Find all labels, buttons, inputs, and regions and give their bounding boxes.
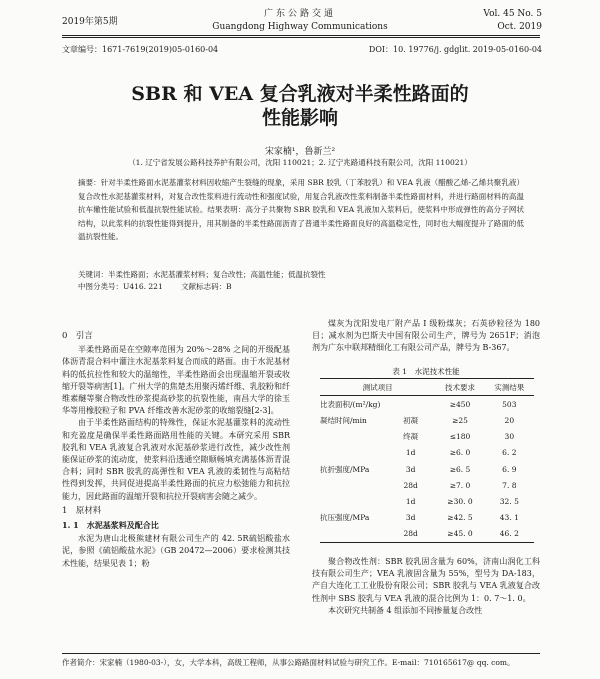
keywords: 关键词：半柔性路面；水泥基灌浆材料；复合改性；高温性能；低温抗裂性 bbox=[78, 270, 326, 279]
table-header-cell: 测试项目 bbox=[362, 382, 393, 392]
row-result-cell: 6. 9 bbox=[502, 464, 517, 474]
row-result-cell: 6. 2 bbox=[502, 448, 517, 458]
modifier-paragraph: 聚合物改性剂：SBR 胶乳固含量为 60%，济南山润化工科技有限公司生产；VEA 乳液固含量为 55%，型号为 DA-183，产自大连化工工业股份有限公司；SBR 胶乳与 VEA 乳液复合改性剂中 SBS 胶乳与 VEA 乳液的混合比例为 1：0. 7～1. 0。 bbox=[312, 557, 540, 603]
table-row bbox=[320, 477, 534, 493]
row-sub-cell: 28d bbox=[403, 480, 418, 490]
cement-properties-table bbox=[320, 378, 534, 543]
table-header-cell: 实测结果 bbox=[494, 382, 525, 392]
row-sub-cell: 初凝 bbox=[403, 415, 419, 425]
row-item-cell bbox=[320, 429, 386, 445]
table-row bbox=[320, 429, 534, 445]
table-header-cell: 技术要求 bbox=[444, 382, 475, 392]
journal-name-en: Guangdong Highway Communications bbox=[212, 22, 388, 32]
intro-paragraph-2: 由于半柔性路面结构的特殊性，保证水泥基灌浆料的流动性和充盈度是确保半柔性路面路用性能的关键。本研究采用 SBR 胶乳和 VEA 乳液复合乳液对水泥基砂浆进行改性，减少改性剂能保证砂浆的流动度，使浆料沿透通空隙顺畅填充满基体沥青混合料；同时 SBR 胶乳的高弹性和 VEA 乳液的柔韧性与高粘结性得到发挥，共同促进提高半柔性路面的抗应力松弛能力和抗拉能力，因此路面的温缩开裂和抗拉开裂病害会随之减少。 bbox=[62, 418, 290, 501]
row-item-cell bbox=[320, 477, 386, 493]
issue-label: 2019年第5期 bbox=[62, 17, 118, 27]
table-row bbox=[320, 510, 534, 526]
left-column bbox=[62, 328, 290, 570]
right-column-top bbox=[312, 318, 540, 355]
row-result-cell: 20 bbox=[504, 415, 515, 425]
issue-date: Oct. 2019 bbox=[497, 22, 542, 32]
row-result-cell: 30 bbox=[504, 432, 515, 442]
row-result-cell: 7. 8 bbox=[502, 480, 517, 490]
row-result-cell: 43. 1 bbox=[499, 513, 519, 523]
section-introduction: 0 引言 bbox=[62, 331, 93, 341]
paper-title bbox=[0, 82, 600, 130]
row-sub-cell: 终凝 bbox=[403, 432, 419, 442]
table-row bbox=[320, 445, 534, 461]
row-requirement-cell: ≥25 bbox=[452, 415, 468, 425]
intro-paragraph-1: 半柔性路面是在空隙率范围为 20%～28% 之间的开级配基体沥青混合料中灌注水泥基浆料复合而成的路面。由于水泥基材料的低抗拉性和较大的温缩性，半柔性路面会出现温缩开裂或收缩开裂等病害[1]。广州大学的焦楚杰用聚丙烯纤维、乳胶粉和纤维素醚等聚合物改性砂浆提高砂浆的抗裂性能，南昌大学的徐玉华等用橡胶粒子和 PVA 纤维改善水泥砂浆的收缩裂缝[2-3]。 bbox=[62, 345, 290, 416]
row-item-cell: 抗折强度/MPa bbox=[320, 464, 370, 474]
table-row bbox=[320, 493, 534, 509]
classification-line bbox=[78, 281, 524, 292]
row-requirement-cell: ≥6. 5 bbox=[449, 464, 471, 474]
header-rule-2 bbox=[62, 37, 540, 38]
row-requirement-cell: ≥450 bbox=[449, 399, 471, 409]
section-materials: 1 原材料 bbox=[62, 505, 102, 516]
table-row bbox=[320, 461, 534, 477]
row-sub-cell: 28d bbox=[403, 529, 418, 539]
materials-paragraph: 水泥为唐山北极熊建材有限公司生产的 42. 5R硫铝酸盐水泥，参照《硫铝酸盐水泥》（GB 20472—2006）要求检测其技术性能，结果见表 1；粉 bbox=[62, 534, 290, 568]
row-requirement-cell: ≥6. 0 bbox=[449, 448, 471, 458]
row-requirement-cell: ≥45. 0 bbox=[447, 529, 473, 539]
materials-continued: 煤灰为沈阳发电厂附产品 I 级粉煤灰；石英砂粒径为 180 目；减水剂为巴斯夫中国有限公司生产，牌号为 2651F；消泡剂为广东中联邦精细化工有限公司产品，牌号为 B-367。 bbox=[312, 319, 540, 353]
row-result-cell: 503 bbox=[502, 399, 517, 409]
row-item-cell bbox=[320, 526, 386, 543]
row-item-cell: 凝结时间/min bbox=[320, 415, 367, 425]
right-column-bottom bbox=[312, 556, 540, 617]
row-requirement-cell: ≥42. 5 bbox=[447, 513, 473, 523]
author-footnote: 作者简介：宋家楠（1980-03-），女，大学本科，高级工程师，从事公路路面材料试验与研究工作。E-mail：710165617@ qq. com。 bbox=[62, 658, 515, 667]
row-sub-cell bbox=[386, 396, 435, 413]
table-caption: 表 1 水泥技术性能 bbox=[392, 367, 460, 376]
row-requirement-cell: ≤180 bbox=[449, 432, 471, 442]
volume-number: Vol. 45 No. 5 bbox=[483, 9, 542, 19]
volume-info bbox=[483, 8, 542, 34]
header-rule bbox=[62, 35, 540, 36]
row-sub-cell: 3d bbox=[405, 464, 416, 474]
row-result-cell: 32. 5 bbox=[499, 496, 519, 506]
article-number: 文章编号：1671-7619(2019)05-0160-04 bbox=[62, 45, 219, 54]
row-sub-cell: 1d bbox=[405, 448, 416, 458]
row-item-cell: 比表面积/(m²/kg) bbox=[320, 399, 381, 409]
document-code: 文献标志码：B bbox=[181, 282, 232, 291]
mix-paragraph: 本次研究共制备 4 组添加不同掺量复合改性 bbox=[328, 605, 483, 615]
title-line-1: SBR 和 VEA 复合乳液对半柔性路面的 bbox=[131, 83, 469, 105]
title-line-2: 性能影响 bbox=[261, 107, 338, 129]
subsection-grout: 1. 1 水泥基浆料及配合比 bbox=[62, 520, 159, 531]
table-header-row bbox=[320, 379, 534, 396]
row-item-cell: 抗压强度/MPa bbox=[320, 513, 370, 523]
row-item-cell bbox=[320, 493, 386, 509]
doi: DOI：10. 19776/j. gdglit. 2019-05-0160-04 bbox=[368, 45, 542, 54]
table-row bbox=[320, 526, 534, 543]
table-row bbox=[320, 396, 534, 413]
abstract: 摘要：针对半柔性路面水泥基灌浆材料因收缩产生裂缝的现象，采用 SBR 胶乳（丁苯胶乳）和 VEA 乳液（醋酸乙烯-乙烯共聚乳液）复合改性水泥基灌浆材料，对复合改性浆料进行流动性和强度试验，用复合乳液改性浆料制备半柔性路面材料，并进行路面材料的高温抗车辙性能试验和低温抗裂性能试验。结果表明：高分子共聚物 SBR 胶乳和 VEA 乳液加入浆料后，使浆料中形成弹性的高分子网状结构，以此浆料的抗裂性能得到提升，用其制备的半柔性路面沥青了普通半柔性路面良好的高温稳定性，同时也大幅度提升了路面的低温抗裂性能。 bbox=[78, 178, 524, 241]
row-sub-cell: 1d bbox=[405, 496, 416, 506]
footnote-rule bbox=[62, 653, 540, 654]
row-result-cell: 46. 2 bbox=[499, 529, 519, 539]
journal-name-cn: 广东公路交通 bbox=[263, 9, 336, 19]
table-row bbox=[320, 412, 534, 428]
row-requirement-cell: ≥30. 0 bbox=[447, 496, 473, 506]
class-number: 中图分类号：U416. 221 bbox=[78, 282, 163, 291]
row-sub-cell: 3d bbox=[405, 513, 416, 523]
row-requirement-cell: ≥7. 0 bbox=[449, 480, 471, 490]
row-item-cell bbox=[320, 445, 386, 461]
authors: 宋家楠¹，鲁新兰² bbox=[264, 147, 336, 157]
affiliation: （1. 辽宁省发展公路科技养护有限公司，沈阳 110021；2. 辽宁兆路通科技有限公司，沈阳 110021） bbox=[128, 158, 472, 167]
